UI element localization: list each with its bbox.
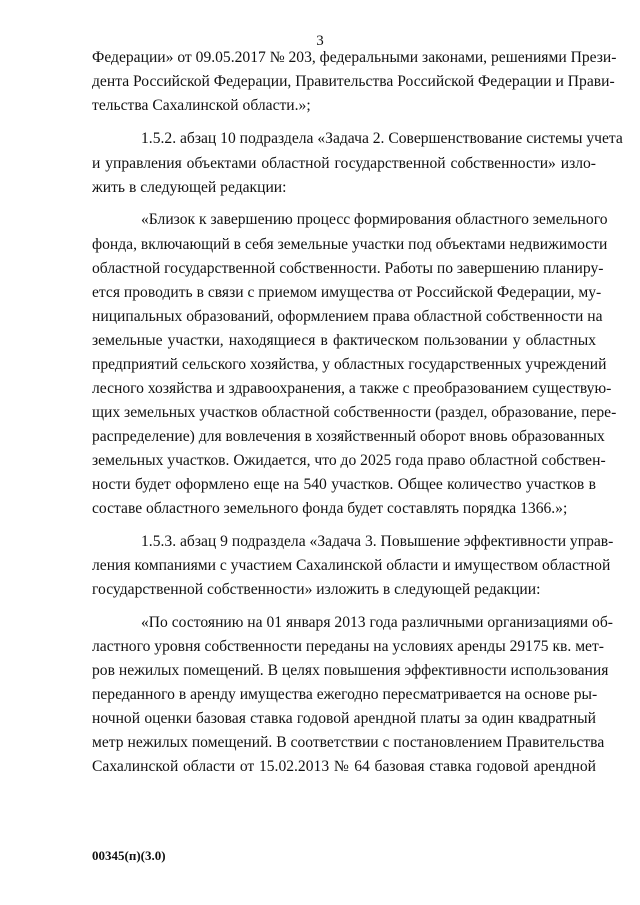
text-line: лесного хозяйства и здравоохранения, а также с преобразованием существую-: [92, 380, 612, 397]
text-line: метр нежилых помещений. В соответствии с постановлением Правительства: [92, 734, 605, 751]
text-line: земельные участки, находящиеся в фактическом пользовании у областных: [92, 332, 596, 349]
text-line: фонда, включающий в себя земельные участки под объектами недвижимости: [92, 236, 608, 253]
text-line: распределение) для вовлечения в хозяйственный оборот вновь образованных: [92, 428, 605, 445]
text-line: 1.5.2. абзац 10 подраздела «Задача 2. Совершенствование системы учета: [141, 130, 623, 147]
page-number: 3: [316, 33, 324, 49]
text-line: государственной собственности» изложить в следующей редакции:: [92, 581, 541, 598]
text-line: ности будет оформлено еще на 540 участков. Общее количество участков в: [92, 476, 596, 493]
text-line: ночной оценки базовая ставка годовой арендной платы за один квадратный: [92, 710, 596, 727]
text-line: ется проводить в связи с приемом имущества от Российской Федерации, му-: [92, 284, 602, 301]
text-line: переданного в аренду имущества ежегодно пересматривается на основе ры-: [92, 686, 598, 703]
text-line: областной государственной собственности. Работы по завершению планиру-: [92, 260, 604, 277]
text-line: щих земельных участков областной собственности (раздел, образование, пере-: [92, 404, 617, 421]
text-line: «По состоянию на 01 января 2013 года различными организациями об-: [141, 614, 613, 631]
text-line: Федерации» от 09.05.2017 № 203, федеральными законами, решениями Прези-: [92, 49, 617, 66]
text-line: Сахалинской области от 15.02.2013 № 64 базовая ставка годовой арендной: [92, 758, 596, 775]
text-line: тельства Сахалинской области.»;: [92, 97, 311, 114]
text-line: и управления объектами областной государственной собственности» изло-: [92, 155, 596, 172]
text-line: ластного уровня собственности переданы на условиях аренды 29175 кв. мет-: [92, 638, 604, 655]
text-line: ления компаниями с участием Сахалинской области и имуществом областной: [92, 557, 611, 574]
text-line: жить в следующей редакции:: [92, 179, 287, 196]
text-line: земельных участков. Ожидается, что до 2025 года право областной собствен-: [92, 452, 606, 469]
text-line: ров нежилых помещений. В целях повышения эффективности использования: [92, 662, 609, 679]
text-line: 1.5.3. абзац 9 подраздела «Задача 3. Повышение эффективности управ-: [141, 533, 614, 550]
document-code: 00345(п)(3.0): [92, 848, 166, 863]
text-line: «Близок к завершению процесс формирования областного земельного: [141, 211, 608, 228]
text-line: составе областного земельного фонда будет составлять порядка 1366.»;: [92, 500, 568, 517]
text-line: предприятий сельского хозяйства, у областных государственных учреждений: [92, 356, 607, 373]
text-line: ниципальных образований, оформлением права областной собственности на: [92, 308, 603, 325]
text-line: дента Российской Федерации, Правительства Российской Федерации и Прави-: [92, 73, 615, 90]
